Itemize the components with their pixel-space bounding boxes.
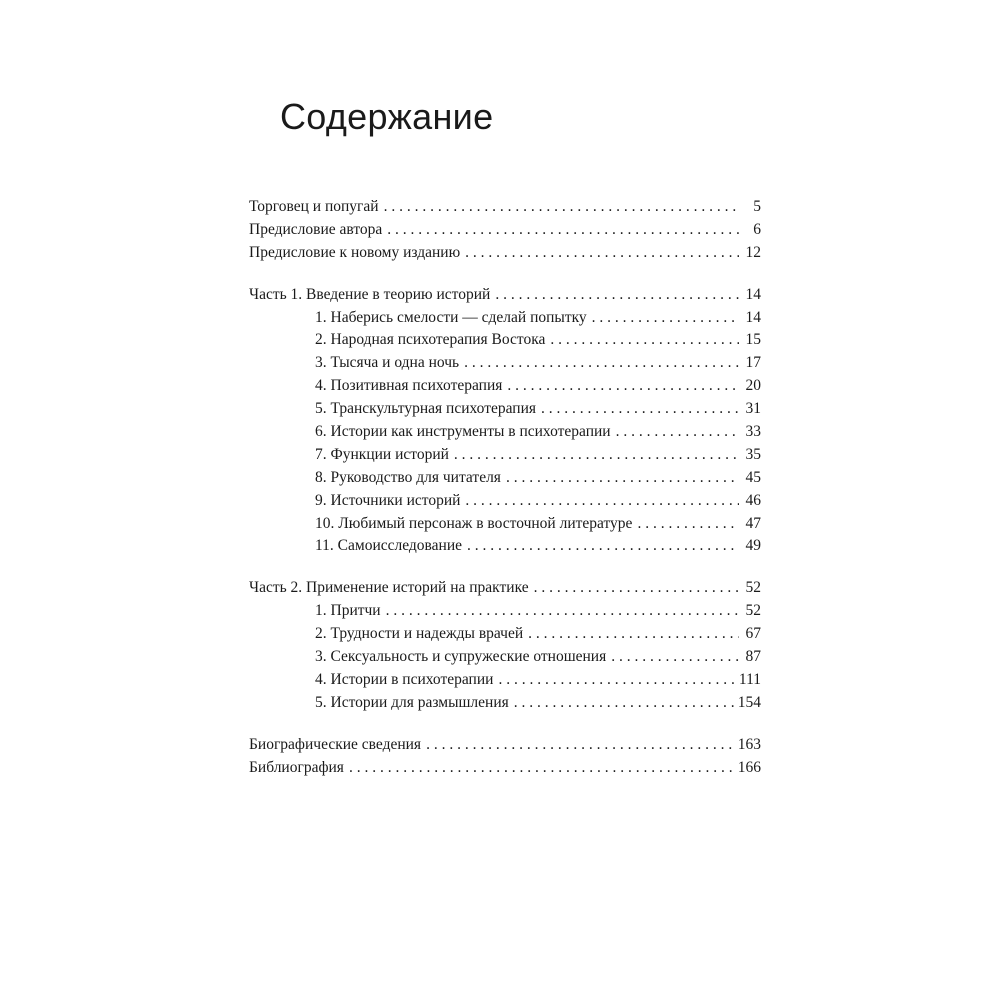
dot-leader [349,757,734,780]
page-title: Содержание [280,96,494,137]
dot-leader [495,284,739,307]
toc-subentry [249,623,761,646]
toc-entry-label: 4. Позитивная психотерапия [315,377,503,395]
toc-page-number: 5 [753,198,761,215]
toc-entry-label: 7. Функции историй [315,445,449,463]
toc-subentry [249,352,761,375]
dot-leader [637,513,739,536]
dot-leader [386,600,739,623]
toc-subentry [249,535,761,558]
toc-page-number: 14 [745,285,761,303]
dot-leader [387,219,739,242]
toc-entry [249,734,761,757]
toc-page-number: 31 [745,400,761,418]
toc-subentry [249,646,761,669]
toc-entry [249,284,761,307]
toc-page-number: 12 [745,243,761,261]
dot-leader [464,352,739,375]
table-of-contents [249,196,761,779]
toc-page-number: 87 [745,648,761,666]
toc-entry-label: 1. Наберись смелости — сделай попытку [315,308,587,326]
toc-page-number: 45 [745,468,761,486]
toc-entry [249,196,761,219]
toc-page-number: 15 [745,331,761,349]
toc-page-number: 47 [745,514,761,532]
dot-leader [611,646,739,669]
dot-leader [454,444,739,467]
toc-entry-label: 5. Транскультурная психотерапия [315,400,536,418]
toc-page-number: 52 [745,579,761,597]
toc-subentry [249,375,761,398]
toc-entry-label: Биографические сведения [249,735,422,753]
dot-leader [465,242,739,265]
dot-leader [528,623,739,646]
toc-subentry [249,444,761,467]
dot-leader [616,421,739,444]
toc-entry-label: Библиография [249,758,344,776]
toc-page-number: 17 [745,354,761,372]
toc-page-number: 33 [745,423,761,441]
toc-page-number: 52 [745,602,761,620]
dot-leader [541,398,739,421]
toc-subentry [249,692,761,715]
toc-subentry [249,421,761,444]
dot-leader [467,535,739,558]
toc-page-number: 14 [745,308,761,326]
toc-entry-label: Часть 2. Применение историй на практике [249,579,529,597]
toc-page-number: 20 [745,377,761,395]
toc-entry-label: 8. Руководство для читателя [315,468,501,486]
toc-subentry [249,467,761,490]
dot-leader [498,669,734,692]
toc-entry-label: 9. Источники историй [315,491,461,509]
toc-subentry [249,513,761,536]
toc-entry-label: 4. Истории в психотерапии [315,670,494,688]
toc-page-number: 163 [737,735,761,753]
toc-page-number: 6 [753,220,761,238]
toc-entry-label: Торговец и попугай [249,198,379,215]
toc-entry-label: Предисловие автора [249,220,383,238]
toc-subentry [249,307,761,330]
toc-page-number: 166 [737,758,761,776]
dot-leader [534,577,739,600]
dot-leader [506,467,739,490]
toc-page-number: 35 [745,445,761,463]
toc-page-number: 46 [745,491,761,509]
toc-subentry [249,398,761,421]
toc-page-number: 49 [745,537,761,555]
dot-leader [384,196,739,219]
toc-subentry [249,600,761,623]
toc-entry-label: 1. Притчи [315,602,381,620]
toc-entry-label: 6. Истории как инструменты в психотерапии [315,423,611,441]
toc-entry-label: 2. Народная психотерапия Востока [315,331,546,349]
toc-entry [249,242,761,265]
toc-subentry [249,329,761,352]
dot-leader [507,375,739,398]
toc-entry-label: 5. Истории для размышления [315,693,509,711]
toc-page-number: 67 [745,625,761,643]
toc-subentry [249,669,761,692]
toc-entry-label: Часть 1. Введение в теорию историй [249,285,491,303]
dot-leader [550,329,739,352]
toc-entry-label: 10. Любимый персонаж в восточной литературе [315,514,633,532]
dot-leader [465,490,739,513]
toc-entry-label: 2. Трудности и надежды врачей [315,625,524,643]
toc-entry [249,577,761,600]
toc-entry-label: 3. Сексуальность и супружеские отношения [315,648,607,666]
dot-leader [514,692,734,715]
toc-entry-label: 3. Тысяча и одна ночь [315,354,460,372]
dot-leader [592,307,739,330]
toc-entry [249,757,761,780]
toc-entry-label: 11. Самоисследование [315,537,463,555]
toc-entry [249,219,761,242]
dot-leader [426,734,734,757]
toc-entry-label: Предисловие к новому изданию [249,243,461,261]
toc-subentry [249,490,761,513]
toc-page-number: 154 [737,693,761,711]
toc-page-number: 111 [738,670,761,688]
